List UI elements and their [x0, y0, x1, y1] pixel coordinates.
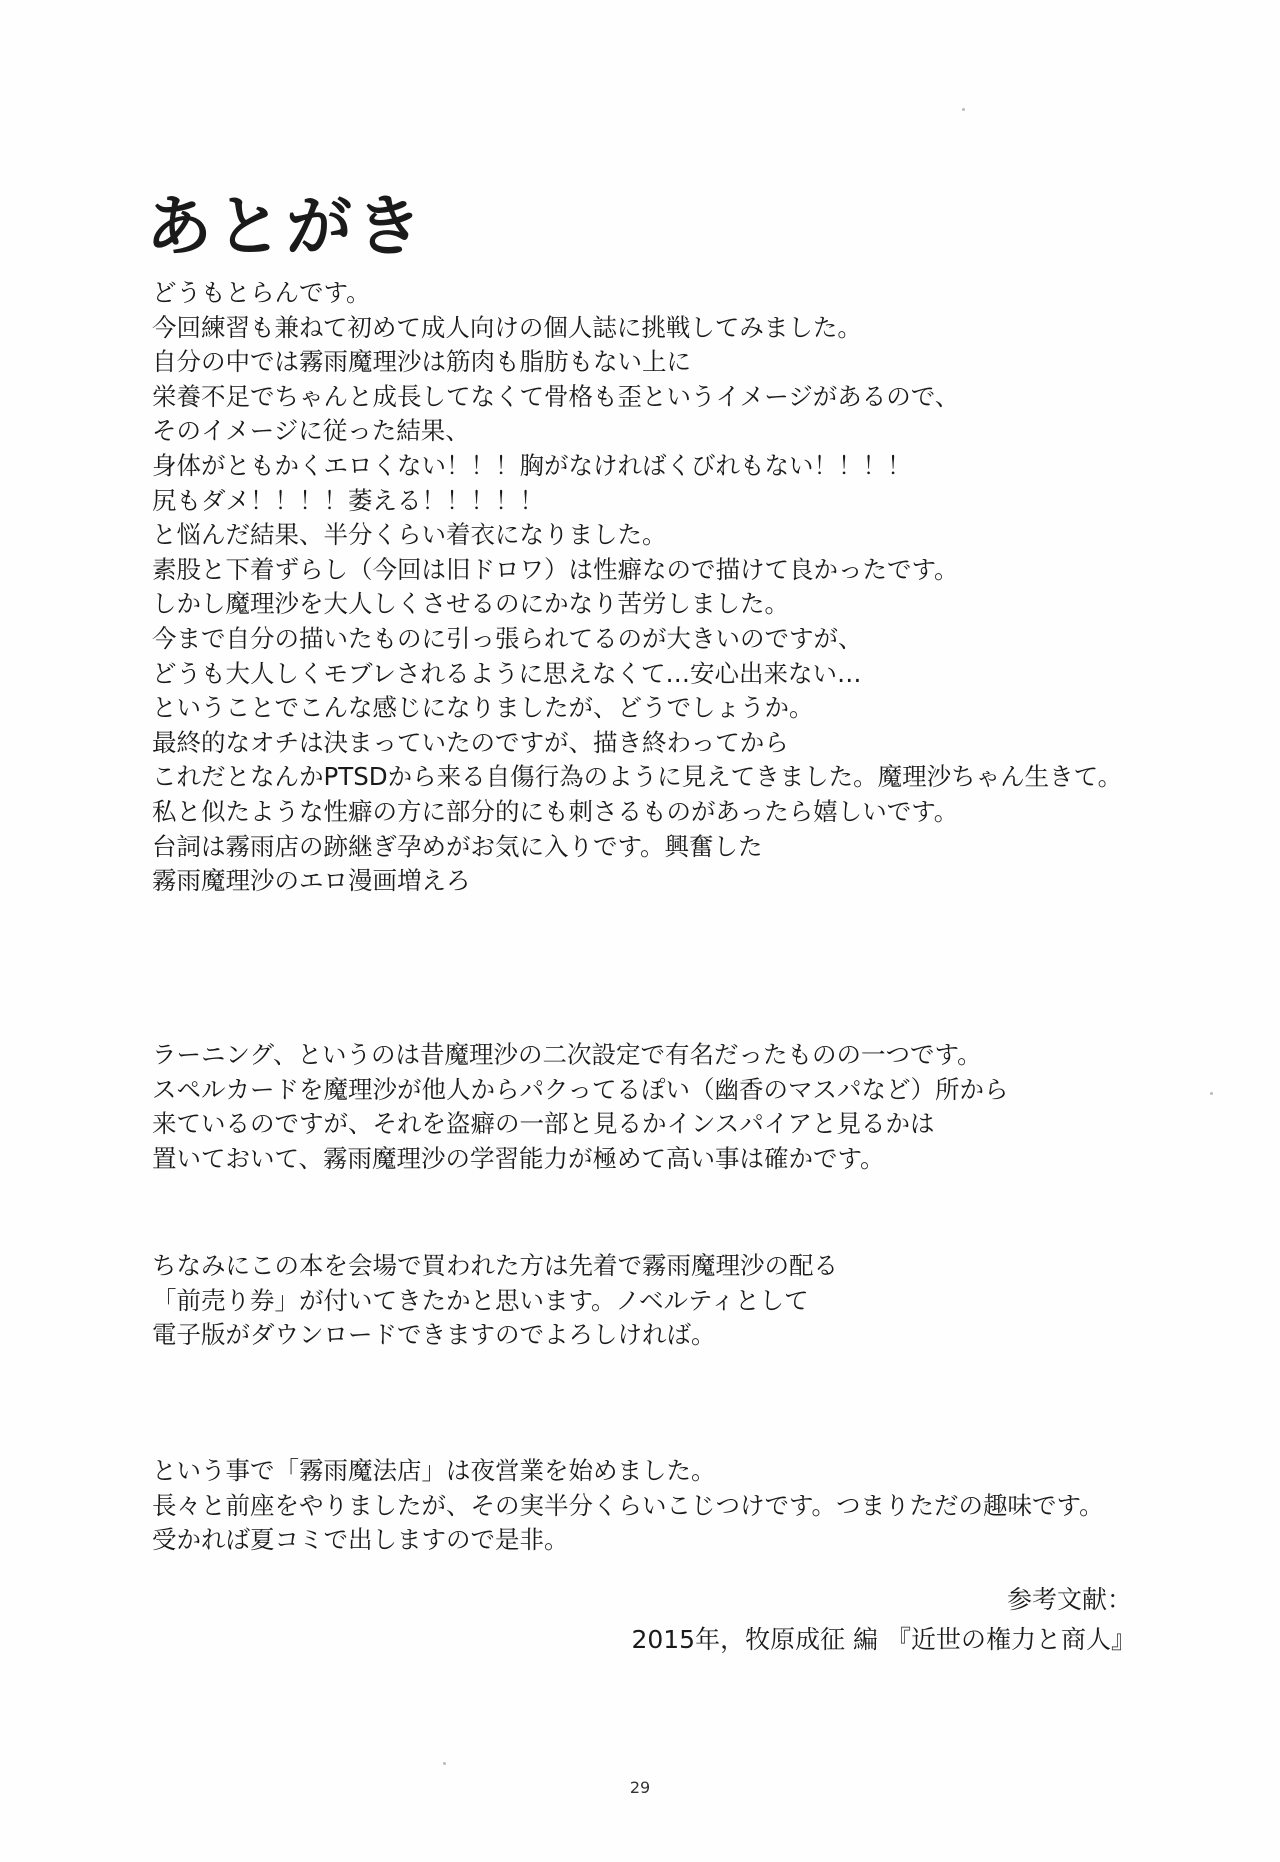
afterword-paragraph-3	[152, 1249, 838, 1353]
afterword-paragraph-4	[152, 1454, 1104, 1558]
text-line: しかし魔理沙を大人しくさせるのにかなり苦労しました。	[152, 589, 789, 619]
text-line: 霧雨魔理沙のエロ漫画増えろ	[152, 866, 471, 896]
text-line: 台詞は霧雨店の跡継ぎ孕めがお気に入りです。興奮した	[152, 831, 763, 861]
text-line: と悩んだ結果、半分くらい着衣になりました。	[152, 520, 667, 550]
text-line: これだとなんかPTSDから来る自傷行為のように見えてきました。魔理沙ちゃん生きて。	[152, 762, 1123, 792]
text-line: スペルカードを魔理沙が他人からパクってるぽい（幽香のマスパなど）所から	[152, 1074, 1009, 1104]
scan-speck	[962, 108, 965, 111]
text-line: 「前売り券」が付いてきたかと思います。ノベルティとして	[152, 1285, 809, 1315]
text-line: 置いておいて、霧雨魔理沙の学習能力が極めて高い事は確かです。	[152, 1143, 885, 1173]
text-line: 栄養不足でちゃんと成長してなくて骨格も歪というイメージがあるので、	[152, 381, 960, 411]
page-title: あとがき	[146, 188, 426, 266]
text-line: 来ているのですが、それを盗癖の一部と見るかインスパイアと見るかは	[152, 1109, 935, 1139]
reference-entry: 2015年，牧原成征 編 『近世の権力と商人』	[631, 1625, 1136, 1654]
afterword-paragraph-2	[152, 1038, 1009, 1176]
text-line: 素股と下着ずらし（今回は旧ドロワ）は性癖なので描けて良かったです。	[152, 554, 959, 584]
text-line: 私と似たような性癖の方に部分的にも刺さるものがあったら嬉しいです。	[152, 796, 959, 826]
text-line: そのイメージに従った結果、	[152, 416, 470, 446]
text-line: ということでこんな感じになりましたが、どうでしょうか。	[152, 693, 814, 723]
reference-label: 参考文献：	[1006, 1585, 1132, 1614]
text-line: 身体がともかくエロくない！！！胸がなければくびれもない！！！！	[152, 450, 912, 480]
text-line: 長々と前座をやりましたが、その実半分くらいこじつけです。つまりただの趣味です。	[152, 1490, 1104, 1520]
afterword-paragraph-1	[152, 276, 1122, 899]
text-line: どうもとらんです。	[152, 278, 371, 307]
text-line: 受かれば夏コミで出しますので是非。	[152, 1525, 569, 1555]
text-line: 最終的なオチは決まっていたのですが、描き終わってから	[152, 727, 789, 757]
page-number: 29	[629, 1778, 651, 1797]
text-line: という事で「霧雨魔法店」は夜営業を始めました。	[152, 1456, 716, 1485]
text-line: どうも大人しくモブレされるように思えなくて…安心出来ない…	[152, 658, 862, 688]
text-line: 今回練習も兼ねて初めて成人向けの個人誌に挑戦してみました。	[152, 312, 862, 342]
scan-speck	[1210, 1092, 1213, 1095]
text-line: ラーニング、というのは昔魔理沙の二次設定で有名だったものの一つです。	[152, 1040, 982, 1069]
text-line: ちなみにこの本を会場で買われた方は先着で霧雨魔理沙の配る	[152, 1251, 838, 1280]
text-line: 自分の中では霧雨魔理沙は筋肉も脂肪もない上に	[152, 347, 691, 377]
scan-speck	[443, 1762, 446, 1765]
text-line: 今まで自分の描いたものに引っ張られてるのが大きいのですが、	[152, 623, 863, 653]
text-line: 電子版がダウンロードできますのでよろしければ。	[152, 1320, 716, 1350]
text-line: 尻もダメ！！！！萎える！！！！！	[152, 485, 544, 515]
